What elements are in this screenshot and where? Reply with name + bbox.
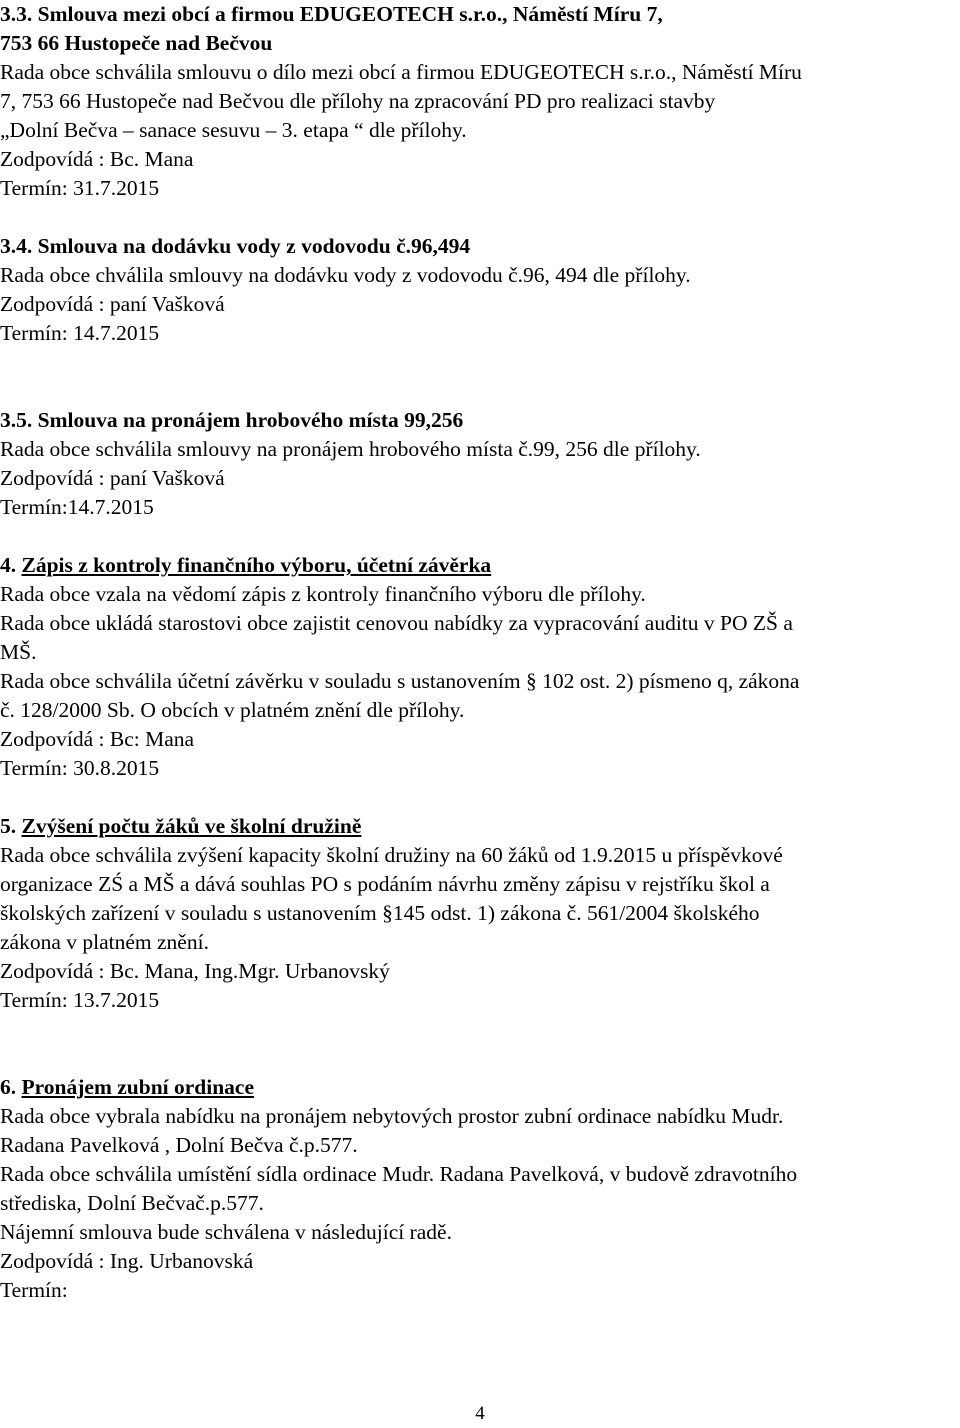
section-6-body-line-2: Radana Pavelková , Dolní Bečva č.p.577. bbox=[0, 1133, 358, 1157]
section-6-heading bbox=[0, 1073, 254, 1102]
section-4-number: 4. bbox=[0, 553, 17, 577]
section-3-4-deadline: Termín: 14.7.2015 bbox=[0, 321, 160, 345]
section-4-responsible: Zodpovídá : Bc: Mana bbox=[0, 727, 195, 751]
section-4-body-line-4: Rada obce schválila účetní závěrku v souladu s ustanovením § 102 ost. 2) písmeno q, zákona bbox=[0, 669, 800, 693]
section-6-body-line-3: Rada obce schválila umístění sídla ordinace Mudr. Radana Pavelková, v budově zdravotního bbox=[0, 1162, 798, 1186]
section-4-deadline: Termín: 30.8.2015 bbox=[0, 756, 160, 780]
section-3-5-heading: 3.5. Smlouva na pronájem hrobového místa 99,256 bbox=[0, 408, 464, 432]
section-5-responsible: Zodpovídá : Bc. Mana, Ing.Mgr. Urbanovský bbox=[0, 959, 390, 983]
section-5-body-line-4: zákona v platném znění. bbox=[0, 930, 209, 954]
section-3-3-heading-line-2: 753 66 Hustopeče nad Bečvou bbox=[0, 31, 273, 55]
section-3-4-body: Rada obce chválila smlouvy na dodávku vody z vodovodu č.96, 494 dle přílohy. bbox=[0, 263, 691, 287]
section-4-heading bbox=[0, 551, 491, 580]
section-5-title: Zvýšení počtu žáků ve školní družině bbox=[21, 814, 362, 838]
section-6-body-line-1: Rada obce vybrala nabídku na pronájem nebytových prostor zubní ordinace nabídku Mudr. bbox=[0, 1104, 784, 1128]
section-3-4-responsible: Zodpovídá : paní Vašková bbox=[0, 292, 225, 316]
page-number: 4 bbox=[475, 1403, 485, 1424]
section-6-title: Pronájem zubní ordinace bbox=[21, 1075, 255, 1099]
section-5-number: 5. bbox=[0, 814, 17, 838]
section-3-5-deadline: Termín:14.7.2015 bbox=[0, 495, 154, 519]
section-3-5-responsible: Zodpovídá : paní Vašková bbox=[0, 466, 225, 490]
section-5-body-line-3: školských zařízení v souladu s ustanovením §145 odst. 1) zákona č. 561/2004 školského bbox=[0, 901, 760, 925]
section-6-body-line-5: Nájemní smlouva bude schválena v následující radě. bbox=[0, 1220, 452, 1244]
section-5-body-line-1: Rada obce schválila zvýšení kapacity školní družiny na 60 žáků od 1.9.2015 u příspěvkové bbox=[0, 843, 783, 867]
section-3-3-responsible: Zodpovídá : Bc. Mana bbox=[0, 147, 194, 171]
section-6-body-line-4: střediska, Dolní Bečvač.p.577. bbox=[0, 1191, 264, 1215]
section-4-title: Zápis z kontroly finančního výboru, účetní závěrka bbox=[21, 553, 492, 577]
section-3-4-heading: 3.4. Smlouva na dodávku vody z vodovodu č.96,494 bbox=[0, 234, 471, 258]
section-3-3-deadline: Termín: 31.7.2015 bbox=[0, 176, 160, 200]
section-4-body-line-5: č. 128/2000 Sb. O obcích v platném znění dle přílohy. bbox=[0, 698, 465, 722]
section-5-body-line-2: organizace ZŚ a MŠ a dává souhlas PO s podáním návrhu změny zápisu v rejstříku škol a bbox=[0, 872, 770, 896]
section-3-5-body: Rada obce schválila smlouvy na pronájem hrobového místa č.99, 256 dle přílohy. bbox=[0, 437, 701, 461]
section-6-number: 6. bbox=[0, 1075, 17, 1099]
section-6-responsible: Zodpovídá : Ing. Urbanovská bbox=[0, 1249, 254, 1273]
section-4-body-line-3: MŠ. bbox=[0, 640, 37, 664]
section-6-deadline: Termín: bbox=[0, 1278, 68, 1302]
section-3-3-body-line-2: 7, 753 66 Hustopeče nad Bečvou dle přílohy na zpracování PD pro realizaci stavby bbox=[0, 89, 716, 113]
section-3-3-body-line-1: Rada obce schválila smlouvu o dílo mezi obcí a firmou EDUGEOTECH s.r.o., Náměstí Míru bbox=[0, 60, 802, 84]
section-4-body-line-2: Rada obce ukládá starostovi obce zajistit cenovou nabídky za vypracování auditu v PO ZŠ a bbox=[0, 611, 793, 635]
section-5-deadline: Termín: 13.7.2015 bbox=[0, 988, 160, 1012]
section-3-3-heading-line-1: 3.3. Smlouva mezi obcí a firmou EDUGEOTECH s.r.o., Náměstí Míru 7, bbox=[0, 2, 663, 26]
section-4-body-line-1: Rada obce vzala na vědomí zápis z kontroly finančního výboru dle přílohy. bbox=[0, 582, 646, 606]
section-5-heading bbox=[0, 812, 361, 841]
section-3-3-body-line-3: „Dolní Bečva – sanace sesuvu – 3. etapa “ dle přílohy. bbox=[0, 118, 467, 142]
